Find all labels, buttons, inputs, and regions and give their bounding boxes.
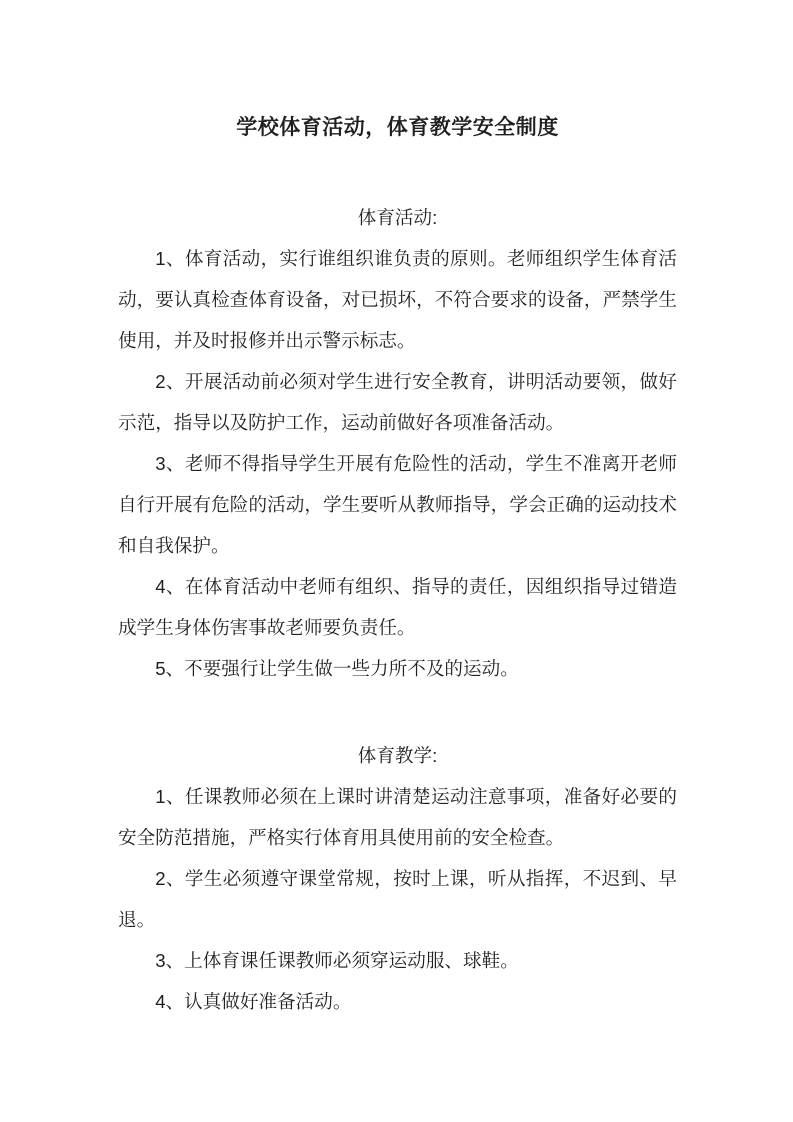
section-heading-sports-teaching: 体育教学: [357,745,438,767]
paragraph: 2、学生必须遵守课堂常规，按时上课，听从指挥，不迟到、早退。 [118,868,677,931]
paragraph: 1、体育活动，实行谁组织谁负责的原则。老师组织学生体育活动，要认真检查体育设备，对已损坏，不符合要求的设备，严禁学生使用，并及时报修并出示警示标志。 [118,248,677,352]
paragraph: 2、开展活动前必须对学生进行安全教育，讲明活动要领，做好示范，指导以及防护工作，运动前做好各项准备活动。 [118,371,677,434]
paragraph: 3、上体育课任课教师必须穿运动服、球鞋。 [155,950,519,972]
paragraph: 3、老师不得指导学生开展有危险性的活动，学生不准离开老师自行开展有危险的活动，学生要听从教师指导，学会正确的运动技术和自我保护。 [118,453,677,557]
section-heading-sports-activities: 体育活动: [357,207,438,229]
section-sports-activities [118,197,677,689]
paragraph: 4、认真做好准备活动。 [155,991,352,1013]
paragraph: 5、不要强行让学生做一些力所不及的运动。 [155,658,519,680]
paragraph: 1、任课教师必须在上课时讲清楚运动注意事项，准备好必要的安全防范措施，严格实行体育用具使用前的安全检查。 [118,786,677,849]
section-sports-teaching [118,735,677,1022]
paragraph: 4、在体育活动中老师有组织、指导的责任，因组织指导过错造成学生身体伤害事故老师要负责任。 [118,576,677,639]
document-title: 学校体育活动，体育教学安全制度 [236,116,559,140]
